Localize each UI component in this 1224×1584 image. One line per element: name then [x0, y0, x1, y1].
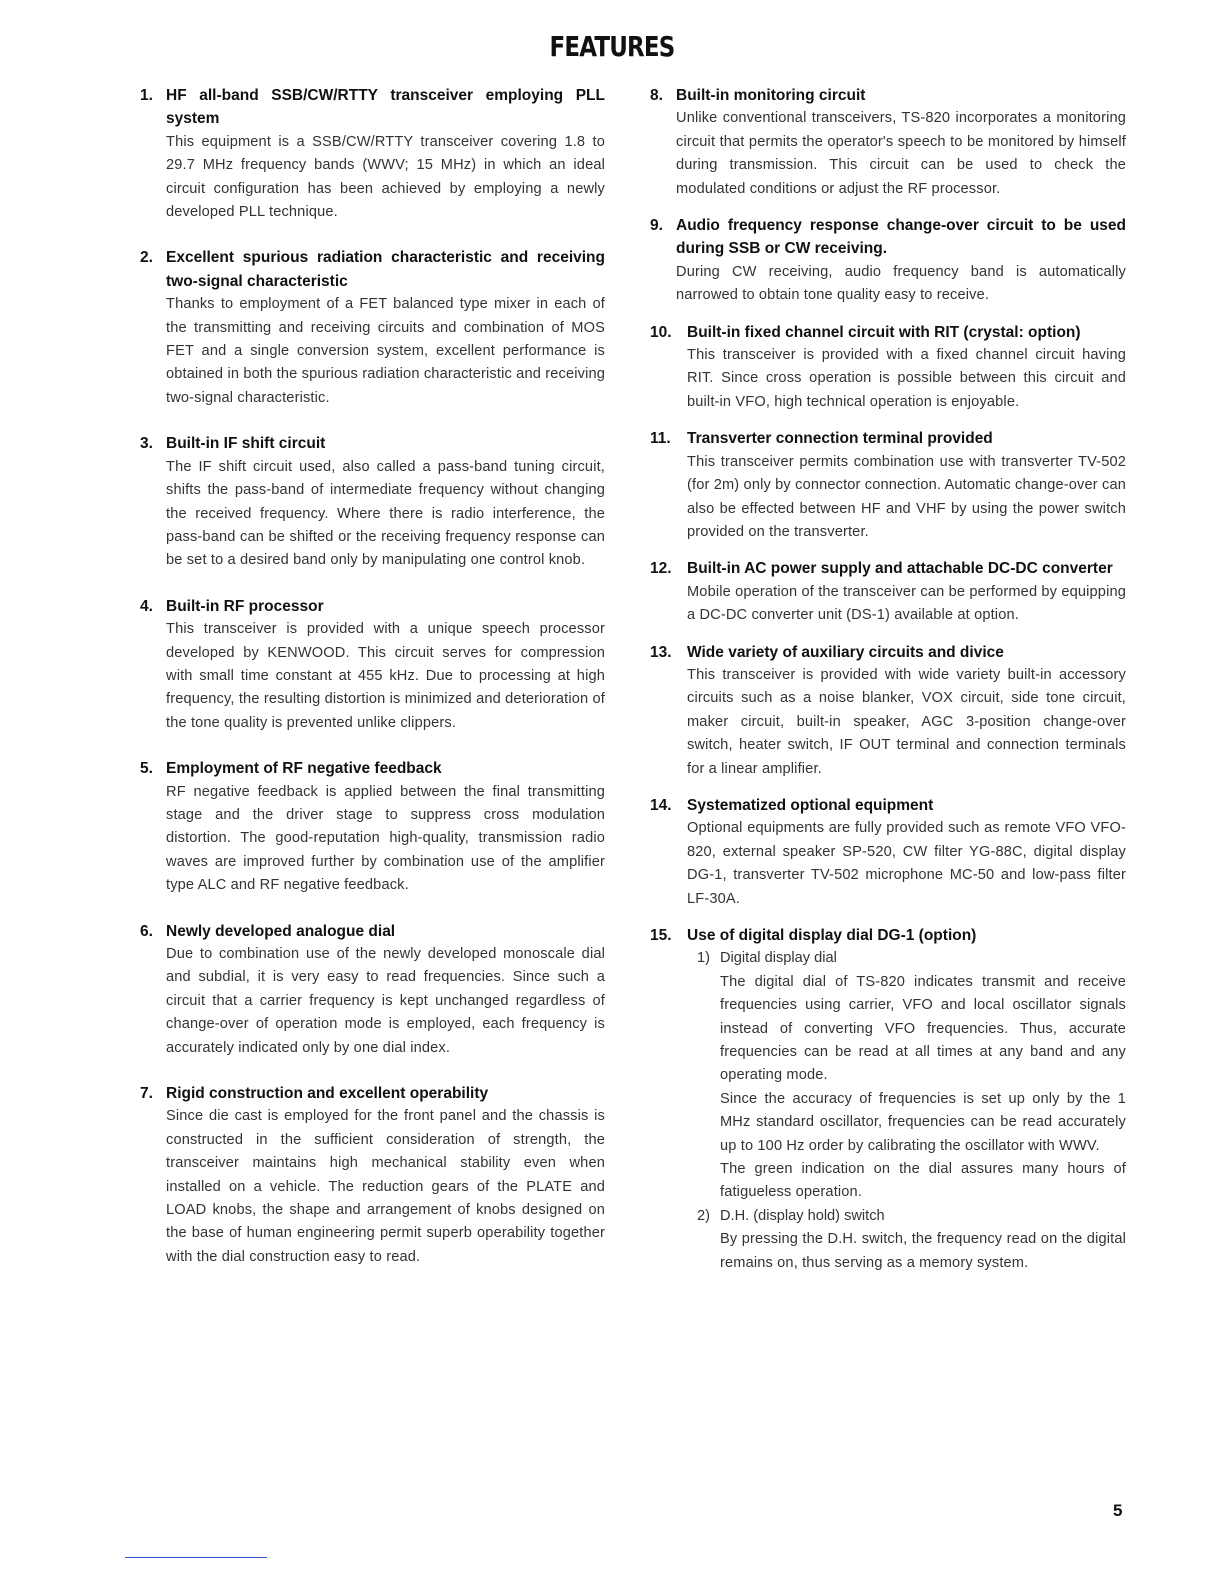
feature-item-9	[650, 214, 1126, 308]
feature-title: Transverter connection terminal provided	[687, 430, 993, 448]
footer-rule	[125, 1557, 267, 1558]
feature-item-4	[140, 595, 605, 735]
feature-title: Use of digital display dial DG-1 (option)	[687, 927, 977, 944]
feature-body: Thanks to employment of a FET balanced type mixer in each of the transmitting and receiving circuits and combination of MOS FET and a single conversion system, excellent performance is obtained in both the spurious radiation characteristic and receiving two-signal characteristic.	[166, 296, 605, 406]
feature-number: 2.	[140, 249, 153, 267]
feature-body: The IF shift circuit used, also called a pass-band tuning circuit, shifts the pass-band of intermediate frequency without changing the received frequency. Where there is radio interference, the pass-band can be shifted or the receiving frequency response can be set to a desired band only by manipulating one control knob.	[166, 458, 605, 569]
feature-number: 1.	[140, 87, 153, 104]
left-column	[140, 84, 605, 1269]
subitem-number: 1)	[697, 950, 710, 967]
subitem-paragraph: By pressing the D.H. switch, the frequency read on the digital remains on, thus serving as a memory system.	[720, 1231, 1126, 1271]
feature-item-8	[650, 84, 1126, 201]
feature-number: 3.	[140, 435, 153, 453]
feature-item-5	[140, 757, 605, 897]
feature-title: Rigid construction and excellent operability	[166, 1085, 489, 1103]
feature-number: 15.	[650, 927, 672, 944]
feature-item-10	[650, 321, 1126, 415]
subitem-paragraph: The digital dial of TS-820 indicates transmit and receive frequencies using carrier, VFO and local oscillator signals instead of converting VFO frequencies. Thus, accurate frequencies can be read at all times at any band and any operating mode.	[720, 973, 1126, 1084]
page-number: 5	[1113, 1501, 1123, 1520]
feature-number: 9.	[650, 217, 663, 235]
feature-title: Built-in RF processor	[166, 597, 324, 615]
feature-body: Due to combination use of the newly developed monoscale dial and subdial, it is very easy to read frequencies. Since such a circuit that a carrier frequency is kept unchanged regardless of change-over of operation mode is employed, each frequency is accurately indicated only by one dial index.	[166, 946, 605, 1056]
feature-title: Audio frequency response change-over circuit to be used during SSB or CW receiving.	[676, 217, 1126, 258]
feature-title: Built-in IF shift circuit	[166, 435, 326, 453]
feature-title: Systematized optional equipment	[687, 796, 934, 814]
subitem-paragraph: The green indication on the dial assures many hours of fatigueless operation.	[720, 1161, 1126, 1201]
feature-body: Unlike conventional transceivers, TS-820 incorporates a monitoring circuit that permits the operator's speech to be monitored by himself during transmission. This circuit can be used to check the modulated conditions or adjust the RF processor.	[676, 110, 1126, 197]
feature-item-7	[140, 1082, 605, 1269]
feature-number: 8.	[650, 87, 663, 104]
subitem-2	[687, 1205, 1126, 1275]
feature-title: Built-in AC power supply and attachable DC-DC converter	[687, 560, 1113, 578]
feature-body: RF negative feedback is applied between the final transmitting stage and the driver stage to suppress cross modulation distortion. The good-reputation high-quality, transmission radio waves are improved further by combination use of the amplifier type ALC and RF negative feedback.	[166, 783, 605, 894]
feature-title: Employment of RF negative feedback	[166, 760, 442, 778]
feature-body: Mobile operation of the transceiver can be performed by equipping a DC-DC converter unit (DS-1) available at option.	[687, 583, 1126, 624]
feature-title: Built-in fixed channel circuit with RIT (crystal: option)	[687, 323, 1081, 341]
feature-number: 11.	[650, 430, 671, 448]
feature-body: This transceiver is provided with wide variety built-in accessory circuits such as a noise blanker, VOX circuit, side tone circuit, maker circuit, built-in speaker, AGC 3-position change-over switch, heater switch, IF OUT terminal and connection terminals for a linear amplifier.	[687, 666, 1126, 777]
feature-number: 10.	[650, 323, 672, 341]
feature-number: 12.	[650, 560, 672, 578]
feature-title: Wide variety of auxiliary circuits and divice	[687, 643, 1004, 661]
feature-number: 7.	[140, 1085, 153, 1103]
feature-body: This transceiver permits combination use with transverter TV-502 (for 2m) only by connector connection. Automatic change-over can also be effected between HF and VHF by using the power switch provided on the transverter.	[687, 453, 1126, 540]
feature-item-12	[650, 557, 1126, 627]
feature-item-15	[650, 924, 1126, 1275]
feature-body: This equipment is a SSB/CW/RTTY transceiver covering 1.8 to 29.7 MHz frequency bands (WWV; 15 MHz) in which an ideal circuit configuration has been achieved by employing a newly developed PLL technique.	[166, 133, 605, 221]
feature-item-3	[140, 432, 605, 572]
feature-body: This transceiver is provided with a fixed channel circuit having RIT. Since cross operation is possible between this circuit and built-in VFO, high technical operation is enjoyable.	[687, 347, 1126, 410]
feature-number: 14.	[650, 796, 672, 814]
subitem-paragraph: Since the accuracy of frequencies is set up only by the 1 MHz standard oscillator, frequencies can be read accurately up to 100 Hz order by calibrating the oscillator with WWV.	[720, 1090, 1126, 1154]
feature-item-11	[650, 427, 1126, 544]
feature-body: During CW receiving, audio frequency band is automatically narrowed to obtain tone quality easy to receive.	[676, 263, 1126, 304]
subitem-number: 2)	[697, 1207, 710, 1224]
subitem-title: Digital display dial	[720, 950, 837, 967]
feature-item-2	[140, 246, 605, 410]
feature-item-1	[140, 84, 605, 224]
feature-item-6	[140, 920, 605, 1060]
subitem-title: D.H. (display hold) switch	[720, 1207, 885, 1224]
feature-body: Optional equipments are fully provided such as remote VFO VFO-820, external speaker SP-520, CW filter YG-88C, digital display DG-1, transverter TV-502 microphone MC-50 and low-pass filter LF-30A.	[687, 820, 1126, 907]
right-column	[650, 84, 1126, 1275]
subitem-1	[687, 947, 1126, 1204]
feature-number: 5.	[140, 760, 153, 778]
feature-number: 6.	[140, 922, 153, 940]
feature-title: Excellent spurious radiation characteristic and receiving two-signal characteristic	[166, 249, 605, 290]
feature-item-13	[650, 641, 1126, 781]
feature-body: This transceiver is provided with a unique speech processor developed by KENWOOD. This circuit serves for compression with small time constant at 455 kHz. Due to processing at high frequency, the resulting distortion is minimized and deterioration of the tone quality is prevented unlike clippers.	[166, 621, 605, 731]
feature-item-14	[650, 794, 1126, 911]
feature-title: Newly developed analogue dial	[166, 922, 396, 940]
feature-number: 4.	[140, 597, 153, 615]
feature-number: 13.	[650, 643, 672, 661]
feature-title: Built-in monitoring circuit	[676, 87, 866, 104]
feature-title: HF all-band SSB/CW/RTTY transceiver employing PLL system	[166, 87, 605, 128]
page-title: FEATURES	[549, 30, 675, 63]
feature-body: Since die cast is employed for the front panel and the chassis is constructed in the sufficient consideration of strength, the transceiver maintains high mechanical stability even when installed on a vehicle. The reduction gears of the PLATE and LOAD knobs, the shape and arrangement of knobs designed on the base of human engineering permit superb operability together with the dial construction easy to read.	[166, 1108, 605, 1265]
